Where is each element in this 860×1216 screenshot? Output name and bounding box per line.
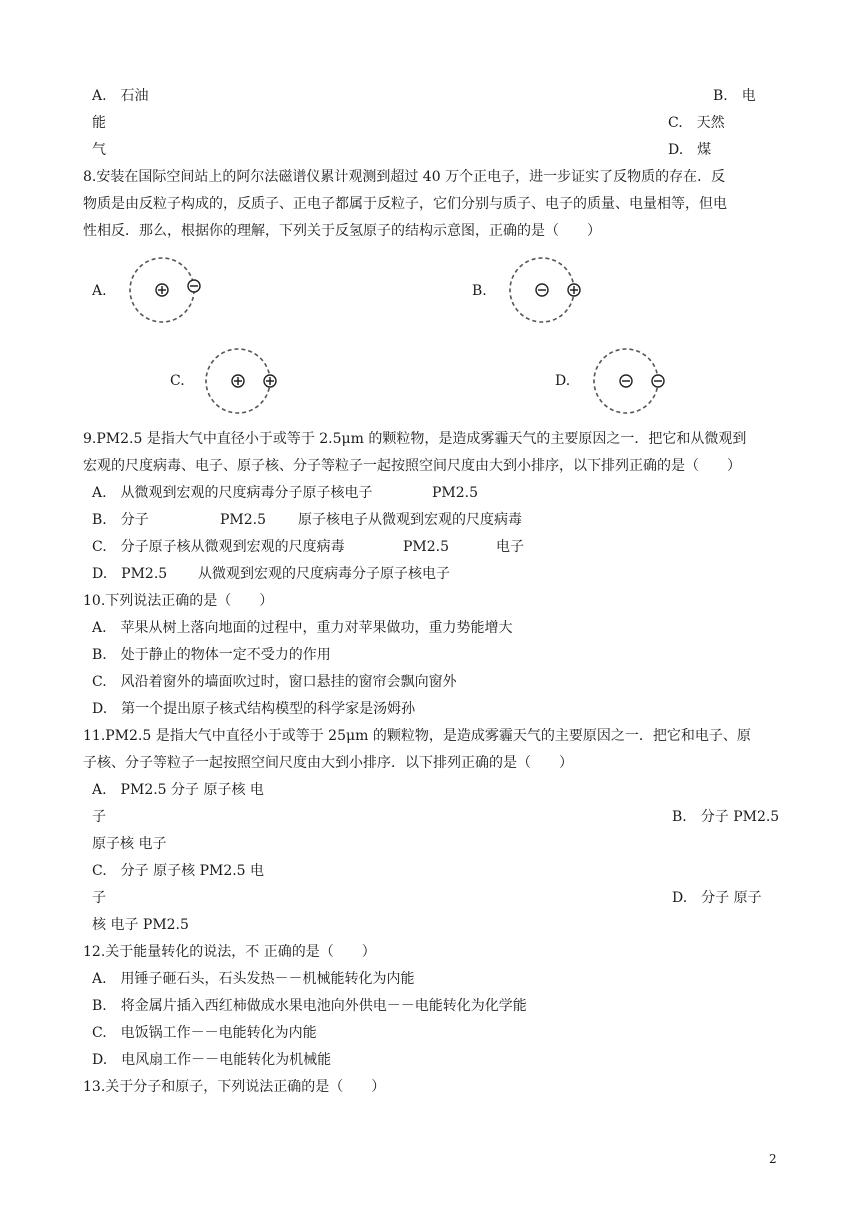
q9-option-d: D. PM2.5 xyxy=(92,566,168,582)
q8-stem-line-1: 8.安装在国际空间站上的阿尔法磁谱仪累计观测到超过 40 万个正电子，进一步证实了反物质的存在．反 xyxy=(83,169,726,185)
q9-option-a-pm25: PM2.5 xyxy=(432,485,479,501)
q7-option-d: D. 煤 xyxy=(668,142,712,158)
q11-option-c-wrap: 子 xyxy=(92,890,106,906)
q8-option-d-label: D. xyxy=(555,373,571,389)
q10-stem: 10.下列说法正确的是（ ） xyxy=(83,593,274,609)
q9-stem-line-1: 9.PM2.5 是指大气中直径小于或等于 2.5μm 的颗粒物，是造成雾霾天气的主要原因之一．把它和从微观到 xyxy=(83,431,747,447)
q11-stem-line-2: 子核、分子等粒子一起按照空间尺度由大到小排序．以下排列正确的是（ ） xyxy=(83,755,573,771)
q10-option-b: B. 处于静止的物体一定不受力的作用 xyxy=(92,647,331,663)
q10-option-c: C. 风沿着窗外的墙面吹过时，窗口悬挂的窗帘会飘向窗外 xyxy=(92,674,457,690)
electron-minus-icon xyxy=(188,280,200,292)
q8-stem-line-2: 物质是由反粒子构成的，反质子、正电子都属于反粒子，它们分别与质子、电子的质量、电量相等，但电 xyxy=(83,196,727,212)
electron-minus-icon xyxy=(652,375,664,387)
q11-option-c: C. 分子 原子核 PM2.5 电 xyxy=(92,863,265,879)
nucleus-minus-icon xyxy=(536,284,548,296)
q13-stem: 13.关于分子和原子，下列说法正确的是（ ） xyxy=(83,1079,386,1095)
q12-option-b: B. 将金属片插入西红柿做成水果电池向外供电－－电能转化为化学能 xyxy=(92,998,527,1014)
q8-option-b-label: B. xyxy=(472,283,487,299)
q9-option-c: C. 分子原子核从微观到宏观的尺度病毒 xyxy=(92,539,345,555)
q7-option-c: C. 天然 xyxy=(668,115,725,131)
q10-option-a: A. 苹果从树上落向地面的过程中，重力对苹果做功，重力势能增大 xyxy=(92,620,513,636)
q9-option-b-rest: 原子核电子从微观到宏观的尺度病毒 xyxy=(298,512,522,528)
q7-option-c-wrap: 气 xyxy=(92,142,106,158)
q7-option-a: A. 石油 xyxy=(92,88,149,104)
q12-option-d: D. 电风扇工作－－电能转化为机械能 xyxy=(92,1052,332,1068)
q11-option-d-wrap: 核 电子 PM2.5 xyxy=(92,917,189,933)
q8-option-d-atom-diagram xyxy=(590,346,670,416)
q9-option-d-rest: 从微观到宏观的尺度病毒分子原子核电子 xyxy=(198,566,450,582)
q8-option-a-atom-diagram xyxy=(126,255,206,325)
q8-option-c-atom-diagram xyxy=(202,346,282,416)
nucleus-plus-icon xyxy=(232,375,244,387)
page-number: 2 xyxy=(769,1152,777,1166)
q11-option-a-wrap: 子 xyxy=(92,809,106,825)
nucleus-plus-icon xyxy=(156,284,168,296)
q9-option-c-pm25: PM2.5 xyxy=(403,539,450,555)
q9-stem-line-2: 宏观的尺度病毒、电子、原子核、分子等粒子一起按照空间尺度由大到小排序，以下排列正确的是（ ） xyxy=(83,458,741,474)
q12-option-a: A. 用锤子砸石头，石头发热－－机械能转化为内能 xyxy=(92,971,415,987)
q11-stem-line-1: 11.PM2.5 是指大气中直径小于或等于 25μm 的颗粒物，是造成雾霾天气的主要原因之一．把它和电子、原 xyxy=(83,728,751,744)
q7-option-b: B. 电 xyxy=(713,88,756,104)
q11-option-d: D. 分子 原子 xyxy=(672,890,762,906)
q9-option-a: A. 从微观到宏观的尺度病毒分子原子核电子 xyxy=(92,485,373,501)
electron-plus-icon xyxy=(264,375,276,387)
q11-option-b-wrap: 原子核 电子 xyxy=(92,836,167,852)
electron-plus-icon xyxy=(568,284,580,296)
q9-option-b: B. 分子 xyxy=(92,512,149,528)
q10-option-d: D. 第一个提出原子核式结构模型的科学家是汤姆孙 xyxy=(92,701,416,717)
q7-option-b-wrap: 能 xyxy=(92,115,106,131)
q12-stem: 12.关于能量转化的说法，不 正确的是（ ） xyxy=(83,944,376,960)
q9-option-c-rest: 电子 xyxy=(496,539,524,555)
q9-option-b-pm25: PM2.5 xyxy=(220,512,267,528)
q12-option-c: C. 电饭锅工作－－电能转化为内能 xyxy=(92,1025,317,1041)
q8-option-c-label: C. xyxy=(170,373,185,389)
q8-option-a-label: A. xyxy=(92,283,107,299)
q8-stem-line-3: 性相反．那么，根据你的理解，下列关于反氢原子的结构示意图，正确的是（ ） xyxy=(83,223,601,239)
nucleus-minus-icon xyxy=(620,375,632,387)
q11-option-b: B. 分子 PM2.5 xyxy=(672,809,780,825)
q11-option-a: A. PM2.5 分子 原子核 电 xyxy=(92,782,264,798)
q8-option-b-atom-diagram xyxy=(506,255,586,325)
